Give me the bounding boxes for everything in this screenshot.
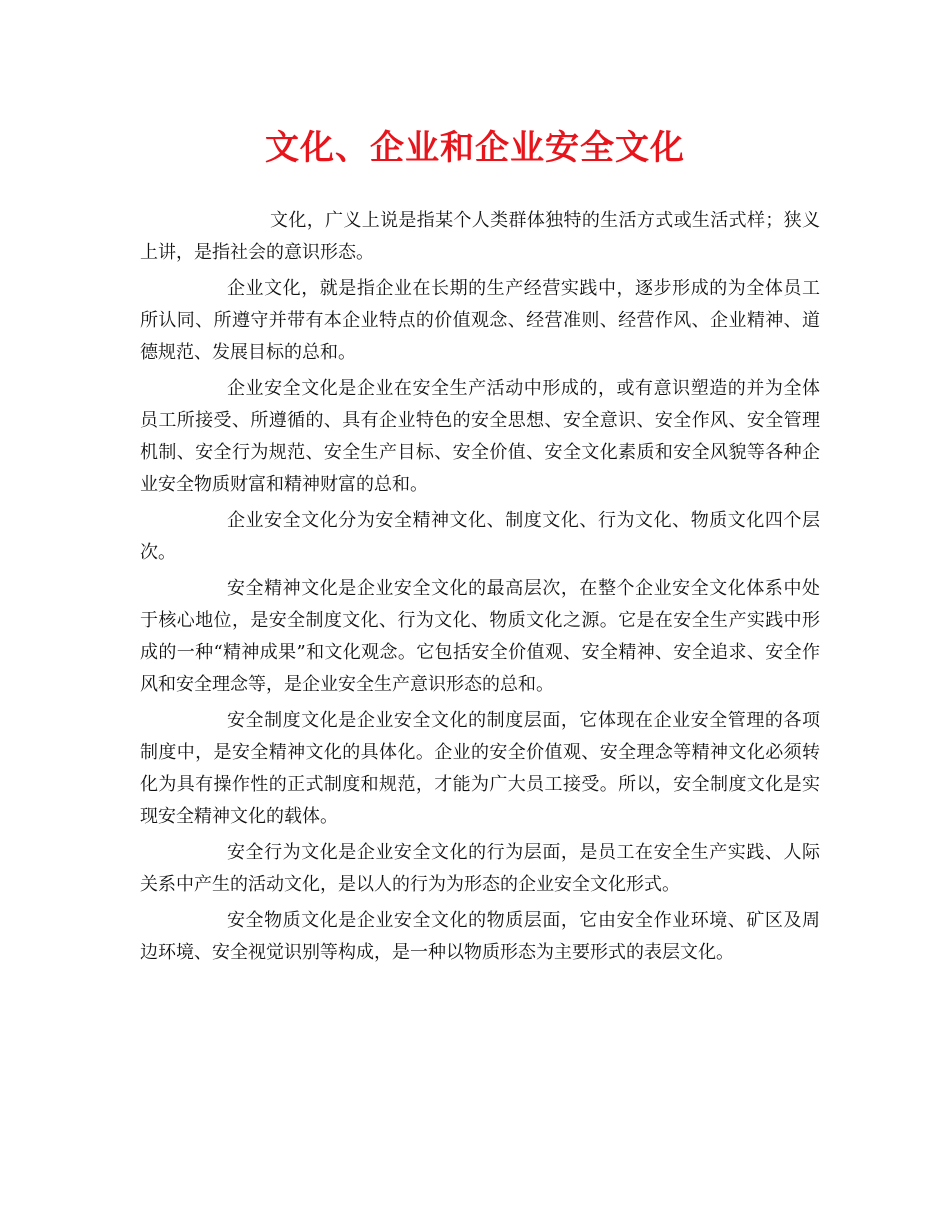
paragraph-safety-spirit-culture: 安全精神文化是企业安全文化的最高层次，在整个企业安全文化体系中处于核心地位，是安全制度文化、行为文化、物质文化之源。它是在安全生产实践中形成的一种“精神成果”和文化观念。它包括安全价值观、安全精神、安全追求、安全作风和安全理念等，是企业安全生产意识形态的总和。 (140, 578, 820, 695)
paragraph-safety-culture-levels: 企业安全文化分为安全精神文化、制度文化、行为文化、物质文化四个层次。 (140, 510, 820, 563)
document-title: 文化、企业和企业安全文化 (265, 128, 685, 168)
paragraph-enterprise-culture: 企业文化，就是指企业在长期的生产经营实践中，逐步形成的为全体员工所认同、所遵守并带有本企业特点的价值观念、经营准则、经营作风、企业精神、道德规范、发展目标的总和。 (140, 278, 820, 363)
document-body (140, 205, 820, 973)
paragraph-safety-material-culture: 安全物质文化是企业安全文化的物质层面，它由安全作业环境、矿区及周边环境、安全视觉识别等构成，是一种以物质形态为主要形式的表层文化。 (140, 910, 820, 963)
paragraph-culture-definition: 文化，广义上说是指某个人类群体独特的生活方式或生活式样；狭义上讲，是指社会的意识形态。 (140, 210, 820, 263)
paragraph-enterprise-safety-culture: 企业安全文化是企业在安全生产活动中形成的，或有意识塑造的并为全体员工所接受、所遵循的、具有企业特色的安全思想、安全意识、安全作风、安全管理机制、安全行为规范、安全生产目标、安全价值、安全文化素质和安全风貌等各种企业安全物质财富和精神财富的总和。 (140, 378, 820, 495)
paragraph-safety-behavior-culture: 安全行为文化是企业安全文化的行为层面，是员工在安全生产实践、人际关系中产生的活动文化，是以人的行为为形态的企业安全文化形式。 (140, 842, 820, 895)
paragraph-safety-system-culture: 安全制度文化是企业安全文化的制度层面，它体现在企业安全管理的各项制度中，是安全精神文化的具体化。企业的安全价值观、安全理念等精神文化必须转化为具有操作性的正式制度和规范，才能为广大员工接受。所以，安全制度文化是实现安全精神文化的载体。 (140, 710, 820, 827)
